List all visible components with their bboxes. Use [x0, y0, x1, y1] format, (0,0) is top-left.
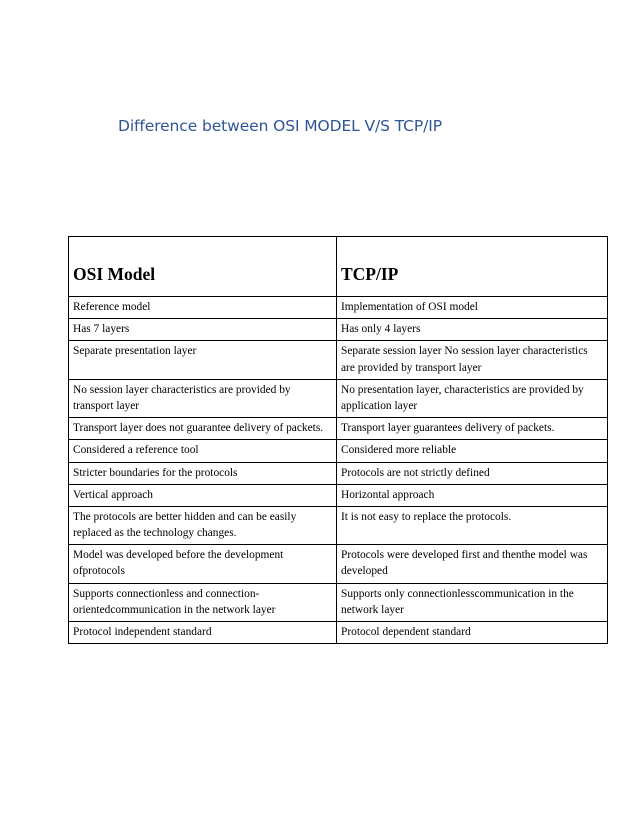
table-row	[69, 545, 608, 583]
osi-cell: Model was developed before the development ofprotocols	[69, 545, 337, 583]
document-title: Difference between OSI MODEL V/S TCP/IP	[118, 117, 442, 135]
osi-cell: The protocols are better hidden and can be easily replaced as the technology changes.	[69, 506, 337, 544]
osi-cell: Stricter boundaries for the protocols	[69, 462, 337, 484]
osi-cell: Supports connectionless and connection-orientedcommunication in the network layer	[69, 583, 337, 621]
table-row	[69, 297, 608, 319]
tcpip-cell: Protocols are not strictly defined	[337, 462, 608, 484]
tcpip-cell: Protocols were developed first and thenthe model was developed	[337, 545, 608, 583]
tcpip-cell: Transport layer guarantees delivery of packets.	[337, 418, 608, 440]
comparison-table	[68, 236, 608, 644]
osi-cell: Considered a reference tool	[69, 440, 337, 462]
osi-cell: Vertical approach	[69, 484, 337, 506]
header-osi-model: OSI Model	[69, 237, 337, 297]
tcpip-cell: It is not easy to replace the protocols.	[337, 506, 608, 544]
table-row	[69, 319, 608, 341]
osi-cell: Protocol independent standard	[69, 622, 337, 644]
osi-cell: Transport layer does not guarantee delivery of packets.	[69, 418, 337, 440]
table-row	[69, 583, 608, 621]
osi-cell: Separate presentation layer	[69, 341, 337, 379]
tcpip-cell: Implementation of OSI model	[337, 297, 608, 319]
table-row	[69, 440, 608, 462]
tcpip-cell: Considered more reliable	[337, 440, 608, 462]
osi-cell: Reference model	[69, 297, 337, 319]
table-row	[69, 622, 608, 644]
table-row	[69, 462, 608, 484]
tcpip-cell: Supports only connectionlesscommunication in the network layer	[337, 583, 608, 621]
tcpip-cell: Protocol dependent standard	[337, 622, 608, 644]
tcpip-cell: Separate session layer No session layer characteristics are provided by transport layer	[337, 341, 608, 379]
table-row	[69, 506, 608, 544]
table-row	[69, 379, 608, 417]
osi-cell: Has 7 layers	[69, 319, 337, 341]
table-header-row	[69, 237, 608, 297]
header-tcp-ip: TCP/IP	[337, 237, 608, 297]
tcpip-cell: No presentation layer, characteristics are provided by application layer	[337, 379, 608, 417]
table-row	[69, 484, 608, 506]
table-row	[69, 418, 608, 440]
tcpip-cell: Has only 4 layers	[337, 319, 608, 341]
osi-cell: No session layer characteristics are provided by transport layer	[69, 379, 337, 417]
table-row	[69, 341, 608, 379]
tcpip-cell: Horizontal approach	[337, 484, 608, 506]
